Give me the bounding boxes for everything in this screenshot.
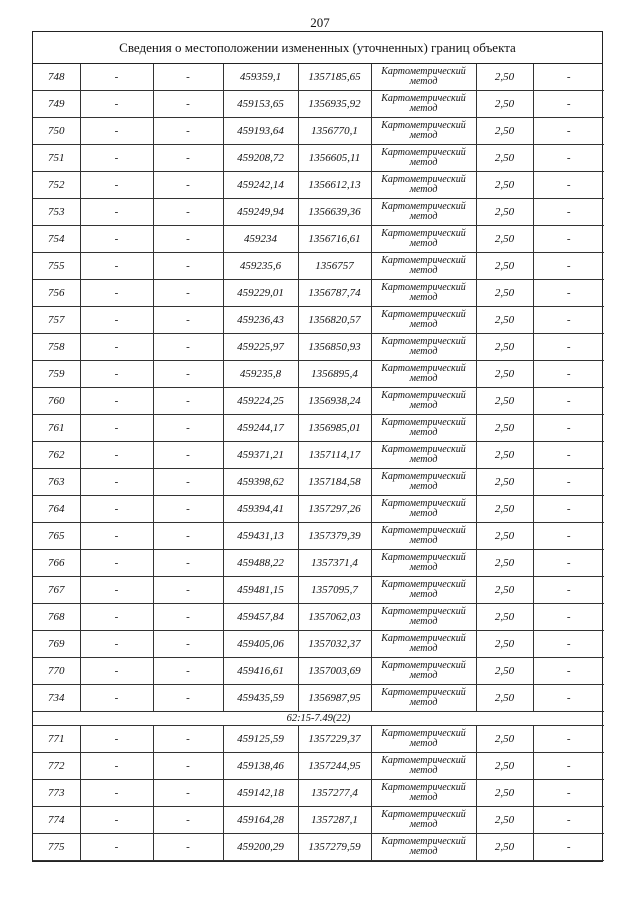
new-y-cell: 1357185,65 xyxy=(298,64,371,91)
table-row xyxy=(33,550,604,577)
old-y-cell: - xyxy=(153,685,223,712)
coordinates-table xyxy=(33,64,604,861)
description-cell: - xyxy=(533,753,604,780)
old-y-cell: - xyxy=(153,91,223,118)
new-y-cell: 1356850,93 xyxy=(298,334,371,361)
method-cell: Картометрический метод xyxy=(371,253,476,280)
old-y-cell: - xyxy=(153,172,223,199)
description-cell: - xyxy=(533,807,604,834)
description-cell: - xyxy=(533,199,604,226)
description-cell: - xyxy=(533,834,604,861)
new-x-cell: 459435,59 xyxy=(223,685,298,712)
section-divider xyxy=(33,712,604,726)
old-y-cell: - xyxy=(153,199,223,226)
old-y-cell: - xyxy=(153,334,223,361)
old-y-cell: - xyxy=(153,604,223,631)
old-x-cell: - xyxy=(80,334,153,361)
new-x-cell: 459208,72 xyxy=(223,145,298,172)
old-x-cell: - xyxy=(80,753,153,780)
table-heading: Сведения о местоположении измененных (уточненных) границ объекта xyxy=(33,32,602,64)
new-x-cell: 459244,17 xyxy=(223,415,298,442)
new-x-cell: 459405,06 xyxy=(223,631,298,658)
table-row xyxy=(33,753,604,780)
old-x-cell: - xyxy=(80,226,153,253)
new-x-cell: 459398,62 xyxy=(223,469,298,496)
table-row xyxy=(33,226,604,253)
accuracy-cell: 2,50 xyxy=(476,415,533,442)
description-cell: - xyxy=(533,253,604,280)
old-y-cell: - xyxy=(153,523,223,550)
old-x-cell: - xyxy=(80,199,153,226)
table-row xyxy=(33,64,604,91)
old-x-cell: - xyxy=(80,604,153,631)
method-cell: Картометрический метод xyxy=(371,388,476,415)
new-x-cell: 459371,21 xyxy=(223,442,298,469)
point-number-cell: 768 xyxy=(33,604,80,631)
table-row xyxy=(33,780,604,807)
new-x-cell: 459164,28 xyxy=(223,807,298,834)
method-cell: Картометрический метод xyxy=(371,604,476,631)
point-number-cell: 734 xyxy=(33,685,80,712)
old-y-cell: - xyxy=(153,253,223,280)
accuracy-cell: 2,50 xyxy=(476,226,533,253)
point-number-cell: 754 xyxy=(33,226,80,253)
old-x-cell: - xyxy=(80,442,153,469)
point-number-cell: 762 xyxy=(33,442,80,469)
method-cell: Картометрический метод xyxy=(371,226,476,253)
method-cell: Картометрический метод xyxy=(371,685,476,712)
new-x-cell: 459249,94 xyxy=(223,199,298,226)
method-cell: Картометрический метод xyxy=(371,807,476,834)
old-y-cell: - xyxy=(153,442,223,469)
new-x-cell: 459242,14 xyxy=(223,172,298,199)
accuracy-cell: 2,50 xyxy=(476,253,533,280)
method-cell: Картометрический метод xyxy=(371,523,476,550)
description-cell: - xyxy=(533,658,604,685)
accuracy-cell: 2,50 xyxy=(476,604,533,631)
new-x-cell: 459488,22 xyxy=(223,550,298,577)
table-row xyxy=(33,199,604,226)
new-y-cell: 1356716,61 xyxy=(298,226,371,253)
point-number-cell: 771 xyxy=(33,726,80,753)
accuracy-cell: 2,50 xyxy=(476,334,533,361)
new-y-cell: 1356639,36 xyxy=(298,199,371,226)
accuracy-cell: 2,50 xyxy=(476,753,533,780)
method-cell: Картометрический метод xyxy=(371,307,476,334)
old-y-cell: - xyxy=(153,361,223,388)
table-row xyxy=(33,442,604,469)
new-x-cell: 459235,8 xyxy=(223,361,298,388)
old-x-cell: - xyxy=(80,145,153,172)
table-row xyxy=(33,726,604,753)
table-row xyxy=(33,118,604,145)
point-number-cell: 756 xyxy=(33,280,80,307)
accuracy-cell: 2,50 xyxy=(476,577,533,604)
point-number-cell: 752 xyxy=(33,172,80,199)
point-number-cell: 759 xyxy=(33,361,80,388)
new-y-cell: 1357032,37 xyxy=(298,631,371,658)
method-cell: Картометрический метод xyxy=(371,145,476,172)
new-y-cell: 1356935,92 xyxy=(298,91,371,118)
accuracy-cell: 2,50 xyxy=(476,726,533,753)
point-number-cell: 761 xyxy=(33,415,80,442)
point-number-cell: 748 xyxy=(33,64,80,91)
table-row xyxy=(33,577,604,604)
method-cell: Картометрический метод xyxy=(371,280,476,307)
method-cell: Картометрический метод xyxy=(371,64,476,91)
new-x-cell: 459481,15 xyxy=(223,577,298,604)
method-cell: Картометрический метод xyxy=(371,172,476,199)
table-row xyxy=(33,334,604,361)
point-number-cell: 764 xyxy=(33,496,80,523)
new-y-cell: 1356987,95 xyxy=(298,685,371,712)
point-number-cell: 749 xyxy=(33,91,80,118)
old-x-cell: - xyxy=(80,807,153,834)
accuracy-cell: 2,50 xyxy=(476,118,533,145)
new-y-cell: 1357229,37 xyxy=(298,726,371,753)
method-cell: Картометрический метод xyxy=(371,753,476,780)
old-x-cell: - xyxy=(80,388,153,415)
method-cell: Картометрический метод xyxy=(371,834,476,861)
table-row xyxy=(33,307,604,334)
new-y-cell: 1356938,24 xyxy=(298,388,371,415)
accuracy-cell: 2,50 xyxy=(476,469,533,496)
old-x-cell: - xyxy=(80,834,153,861)
description-cell: - xyxy=(533,64,604,91)
new-x-cell: 459142,18 xyxy=(223,780,298,807)
old-y-cell: - xyxy=(153,280,223,307)
old-x-cell: - xyxy=(80,415,153,442)
point-number-cell: 765 xyxy=(33,523,80,550)
old-x-cell: - xyxy=(80,523,153,550)
new-y-cell: 1357184,58 xyxy=(298,469,371,496)
new-y-cell: 1357371,4 xyxy=(298,550,371,577)
description-cell: - xyxy=(533,91,604,118)
point-number-cell: 760 xyxy=(33,388,80,415)
accuracy-cell: 2,50 xyxy=(476,780,533,807)
accuracy-cell: 2,50 xyxy=(476,388,533,415)
old-x-cell: - xyxy=(80,780,153,807)
new-x-cell: 459153,65 xyxy=(223,91,298,118)
new-x-cell: 459200,29 xyxy=(223,834,298,861)
boundary-table-sheet xyxy=(32,31,603,862)
accuracy-cell: 2,50 xyxy=(476,91,533,118)
new-x-cell: 459394,41 xyxy=(223,496,298,523)
old-x-cell: - xyxy=(80,726,153,753)
old-x-cell: - xyxy=(80,307,153,334)
table-row xyxy=(33,91,604,118)
description-cell: - xyxy=(533,726,604,753)
table-row xyxy=(33,685,604,712)
old-x-cell: - xyxy=(80,577,153,604)
new-y-cell: 1357095,7 xyxy=(298,577,371,604)
accuracy-cell: 2,50 xyxy=(476,280,533,307)
description-cell: - xyxy=(533,631,604,658)
old-y-cell: - xyxy=(153,64,223,91)
table-row xyxy=(33,658,604,685)
point-number-cell: 751 xyxy=(33,145,80,172)
new-x-cell: 459457,84 xyxy=(223,604,298,631)
old-y-cell: - xyxy=(153,145,223,172)
method-cell: Картометрический метод xyxy=(371,780,476,807)
table-row xyxy=(33,807,604,834)
new-y-cell: 1357379,39 xyxy=(298,523,371,550)
new-y-cell: 1356820,57 xyxy=(298,307,371,334)
accuracy-cell: 2,50 xyxy=(476,685,533,712)
new-y-cell: 1356612,13 xyxy=(298,172,371,199)
accuracy-cell: 2,50 xyxy=(476,172,533,199)
table-row xyxy=(33,496,604,523)
table-row xyxy=(33,834,604,861)
old-y-cell: - xyxy=(153,726,223,753)
method-cell: Картометрический метод xyxy=(371,631,476,658)
new-y-cell: 1356605,11 xyxy=(298,145,371,172)
table-row xyxy=(33,469,604,496)
description-cell: - xyxy=(533,118,604,145)
method-cell: Картометрический метод xyxy=(371,577,476,604)
table-row xyxy=(33,172,604,199)
description-cell: - xyxy=(533,523,604,550)
point-number-cell: 773 xyxy=(33,780,80,807)
old-y-cell: - xyxy=(153,807,223,834)
method-cell: Картометрический метод xyxy=(371,118,476,145)
accuracy-cell: 2,50 xyxy=(476,64,533,91)
old-x-cell: - xyxy=(80,658,153,685)
page-number: 207 xyxy=(310,15,330,30)
method-cell: Картометрический метод xyxy=(371,496,476,523)
description-cell: - xyxy=(533,604,604,631)
new-y-cell: 1356787,74 xyxy=(298,280,371,307)
new-x-cell: 459224,25 xyxy=(223,388,298,415)
new-x-cell: 459138,46 xyxy=(223,753,298,780)
description-cell: - xyxy=(533,226,604,253)
old-x-cell: - xyxy=(80,496,153,523)
table-row xyxy=(33,280,604,307)
old-x-cell: - xyxy=(80,361,153,388)
description-cell: - xyxy=(533,469,604,496)
method-cell: Картометрический метод xyxy=(371,91,476,118)
new-y-cell: 1357279,59 xyxy=(298,834,371,861)
description-cell: - xyxy=(533,334,604,361)
new-y-cell: 1357287,1 xyxy=(298,807,371,834)
method-cell: Картометрический метод xyxy=(371,361,476,388)
method-cell: Картометрический метод xyxy=(371,334,476,361)
point-number-cell: 757 xyxy=(33,307,80,334)
method-cell: Картометрический метод xyxy=(371,550,476,577)
point-number-cell: 770 xyxy=(33,658,80,685)
old-x-cell: - xyxy=(80,64,153,91)
old-x-cell: - xyxy=(80,280,153,307)
new-y-cell: 1357114,17 xyxy=(298,442,371,469)
accuracy-cell: 2,50 xyxy=(476,658,533,685)
method-cell: Картометрический метод xyxy=(371,658,476,685)
new-y-cell: 1356895,4 xyxy=(298,361,371,388)
coordinates-rows-part-1 xyxy=(33,64,604,712)
description-cell: - xyxy=(533,361,604,388)
new-y-cell: 1356985,01 xyxy=(298,415,371,442)
old-y-cell: - xyxy=(153,834,223,861)
accuracy-cell: 2,50 xyxy=(476,834,533,861)
point-number-cell: 772 xyxy=(33,753,80,780)
table-row xyxy=(33,145,604,172)
point-number-cell: 766 xyxy=(33,550,80,577)
description-cell: - xyxy=(533,280,604,307)
new-x-cell: 459229,01 xyxy=(223,280,298,307)
new-x-cell: 459125,59 xyxy=(223,726,298,753)
description-cell: - xyxy=(533,496,604,523)
new-y-cell: 1357277,4 xyxy=(298,780,371,807)
accuracy-cell: 2,50 xyxy=(476,361,533,388)
new-x-cell: 459431,13 xyxy=(223,523,298,550)
new-y-cell: 1357003,69 xyxy=(298,658,371,685)
description-cell: - xyxy=(533,550,604,577)
old-y-cell: - xyxy=(153,753,223,780)
point-number-cell: 767 xyxy=(33,577,80,604)
description-cell: - xyxy=(533,577,604,604)
new-y-cell: 1357244,95 xyxy=(298,753,371,780)
point-number-cell: 755 xyxy=(33,253,80,280)
old-x-cell: - xyxy=(80,550,153,577)
old-y-cell: - xyxy=(153,496,223,523)
method-cell: Картометрический метод xyxy=(371,199,476,226)
description-cell: - xyxy=(533,415,604,442)
accuracy-cell: 2,50 xyxy=(476,145,533,172)
method-cell: Картометрический метод xyxy=(371,469,476,496)
description-cell: - xyxy=(533,172,604,199)
point-number-cell: 753 xyxy=(33,199,80,226)
description-cell: - xyxy=(533,780,604,807)
old-y-cell: - xyxy=(153,550,223,577)
new-x-cell: 459225,97 xyxy=(223,334,298,361)
old-y-cell: - xyxy=(153,307,223,334)
accuracy-cell: 2,50 xyxy=(476,442,533,469)
table-row xyxy=(33,631,604,658)
table-row xyxy=(33,604,604,631)
accuracy-cell: 2,50 xyxy=(476,523,533,550)
accuracy-cell: 2,50 xyxy=(476,631,533,658)
description-cell: - xyxy=(533,145,604,172)
accuracy-cell: 2,50 xyxy=(476,307,533,334)
old-x-cell: - xyxy=(80,91,153,118)
description-cell: - xyxy=(533,442,604,469)
old-y-cell: - xyxy=(153,469,223,496)
table-row xyxy=(33,361,604,388)
method-cell: Картометрический метод xyxy=(371,415,476,442)
table-row xyxy=(33,523,604,550)
coordinates-rows-part-2 xyxy=(33,726,604,861)
old-x-cell: - xyxy=(80,118,153,145)
section-label: 62:15-7.49(22) xyxy=(33,712,604,726)
new-y-cell: 1356757 xyxy=(298,253,371,280)
old-x-cell: - xyxy=(80,685,153,712)
old-y-cell: - xyxy=(153,631,223,658)
accuracy-cell: 2,50 xyxy=(476,496,533,523)
method-cell: Картометрический метод xyxy=(371,726,476,753)
old-y-cell: - xyxy=(153,658,223,685)
old-y-cell: - xyxy=(153,226,223,253)
point-number-cell: 769 xyxy=(33,631,80,658)
old-x-cell: - xyxy=(80,631,153,658)
accuracy-cell: 2,50 xyxy=(476,199,533,226)
description-cell: - xyxy=(533,685,604,712)
new-x-cell: 459234 xyxy=(223,226,298,253)
description-cell: - xyxy=(533,388,604,415)
old-y-cell: - xyxy=(153,388,223,415)
table-row xyxy=(33,415,604,442)
point-number-cell: 763 xyxy=(33,469,80,496)
new-x-cell: 459416,61 xyxy=(223,658,298,685)
old-y-cell: - xyxy=(153,577,223,604)
accuracy-cell: 2,50 xyxy=(476,550,533,577)
new-y-cell: 1357297,26 xyxy=(298,496,371,523)
new-x-cell: 459359,1 xyxy=(223,64,298,91)
old-y-cell: - xyxy=(153,780,223,807)
point-number-cell: 775 xyxy=(33,834,80,861)
point-number-cell: 750 xyxy=(33,118,80,145)
new-y-cell: 1357062,03 xyxy=(298,604,371,631)
new-y-cell: 1356770,1 xyxy=(298,118,371,145)
point-number-cell: 758 xyxy=(33,334,80,361)
old-y-cell: - xyxy=(153,415,223,442)
table-row xyxy=(33,388,604,415)
table-row xyxy=(33,253,604,280)
accuracy-cell: 2,50 xyxy=(476,807,533,834)
description-cell: - xyxy=(533,307,604,334)
old-y-cell: - xyxy=(153,118,223,145)
old-x-cell: - xyxy=(80,469,153,496)
new-x-cell: 459236,43 xyxy=(223,307,298,334)
old-x-cell: - xyxy=(80,172,153,199)
old-x-cell: - xyxy=(80,253,153,280)
new-x-cell: 459193,64 xyxy=(223,118,298,145)
method-cell: Картометрический метод xyxy=(371,442,476,469)
point-number-cell: 774 xyxy=(33,807,80,834)
new-x-cell: 459235,6 xyxy=(223,253,298,280)
